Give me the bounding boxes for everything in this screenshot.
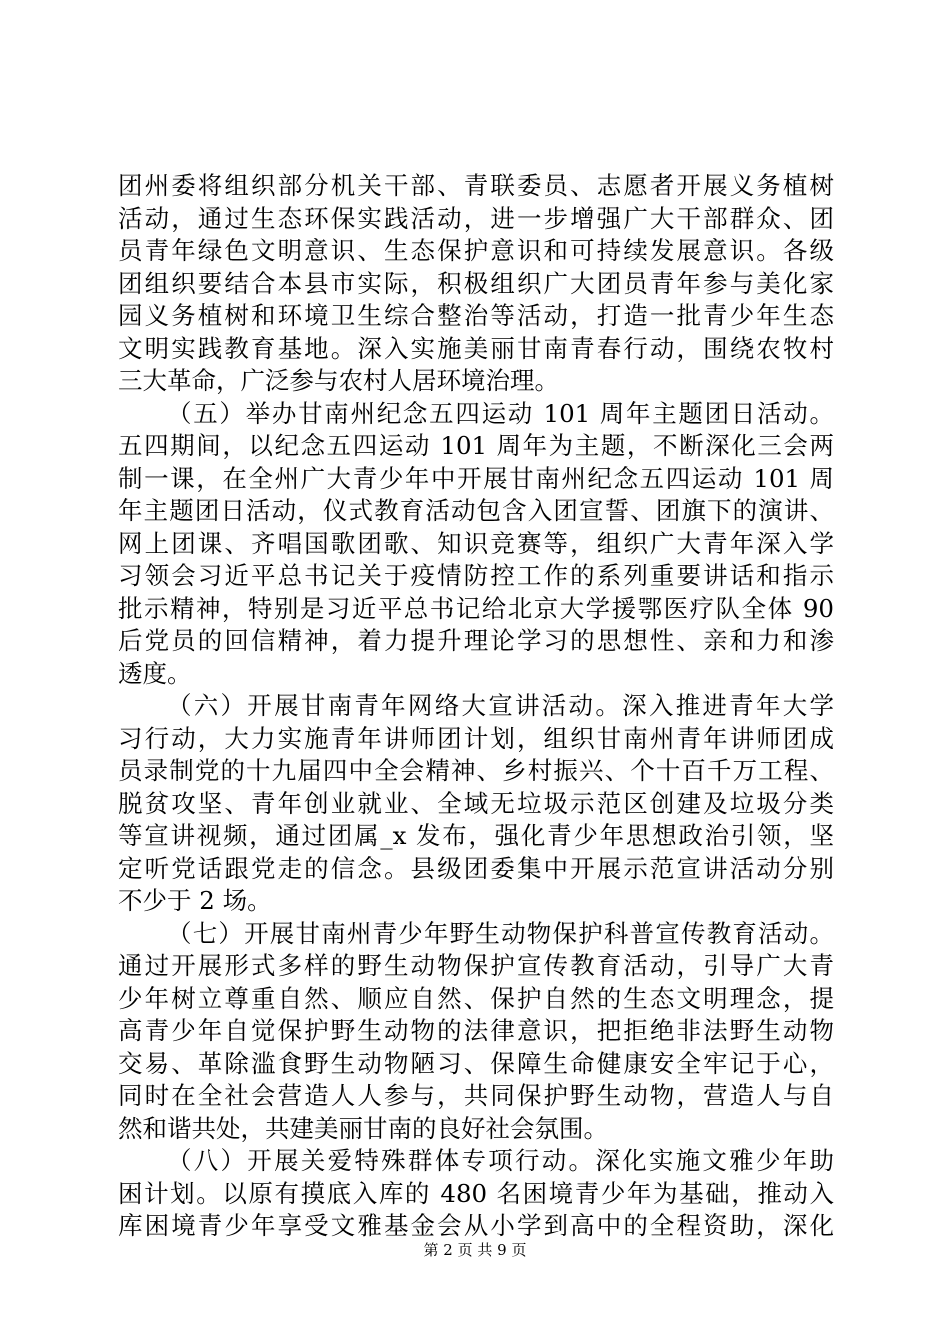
text-line: 团组织要结合本县市实际，积极组织广大团员青年参与美化家 <box>118 268 834 298</box>
text-line: 同时在全社会营造人人参与，共同保护野生动物，营造人与自 <box>118 1081 834 1110</box>
document-body <box>118 170 834 1243</box>
paragraph-5-section-8 <box>118 1145 834 1243</box>
text-line: 交易、革除滥食野生动物陋习、保障生命健康安全牢记于心， <box>118 1048 834 1078</box>
text-line: 活动，通过生态环保实践活动，进一步增强广大干部群众、团 <box>118 203 834 233</box>
paragraph-3-section-6 <box>118 690 834 918</box>
text-line: 年主题团日活动，仪式教育活动包含入团宣誓、团旗下的演讲、 <box>118 496 834 525</box>
text-line: 批示精神，特别是习近平总书记给北京大学援鄂医疗队全体 90 <box>118 593 834 623</box>
text-line: 少年树立尊重自然、顺应自然、保护自然的生态文明理念，提 <box>118 983 834 1013</box>
text-line: 定听党话跟党走的信念。县级团委集中开展示范宣讲活动分别 <box>118 853 834 883</box>
text-line: 五四期间，以纪念五四运动 101 周年为主题，不断深化三会两 <box>118 431 834 460</box>
text-line: 员录制党的十九届四中全会精神、乡村振兴、个十百千万工程、 <box>118 756 834 785</box>
text-line: 然和谐共处，共建美丽甘南的良好社会氛围。 <box>118 1113 608 1143</box>
text-line: 制一课，在全州广大青少年中开展甘南州纪念五四运动 101 周 <box>118 463 834 493</box>
text-line: 文明实践教育基地。深入实施美丽甘南青春行动，围绕农牧村 <box>118 333 834 363</box>
section-heading-line: （六）开展甘南青年网络大宣讲活动。深入推进青年大学 <box>167 691 834 720</box>
text-line: 团州委将组织部分机关干部、青联委员、志愿者开展义务植树 <box>118 171 834 200</box>
text-line: 等宣讲视频，通过团属_x 发布，强化青少年思想政治引领，坚 <box>118 821 834 850</box>
text-line: 后党员的回信精神，着力提升理论学习的思想性、亲和力和渗 <box>118 626 834 655</box>
text-line: 三大革命，广泛参与农村人居环境治理。 <box>118 366 559 395</box>
text-line: 员青年绿色文明意识、生态保护意识和可持续发展意识。各级 <box>118 236 834 265</box>
section-heading-line: （八）开展关爱特殊群体专项行动。深化实施文雅少年助 <box>167 1146 834 1175</box>
page-number-label: 第 2 页 共 9 页 <box>423 1241 527 1259</box>
page-footer <box>0 1240 950 1260</box>
text-line: 高青少年自觉保护野生动物的法律意识，把拒绝非法野生动物 <box>118 1016 834 1045</box>
text-line: 不少于 2 场。 <box>118 886 272 915</box>
paragraph-1 <box>118 170 834 398</box>
text-line: 网上团课、齐唱国歌团歌、知识竞赛等，组织广大青年深入学 <box>118 528 834 558</box>
section-heading-line: （五）举办甘南州纪念五四运动 101 周年主题团日活动。 <box>167 398 834 428</box>
text-line: 习行动，大力实施青年讲师团计划，组织甘南州青年讲师团成 <box>118 723 834 753</box>
paragraph-2-section-5 <box>118 398 834 691</box>
text-line: 透度。 <box>118 658 192 688</box>
section-heading-line: （七）开展甘南州青少年野生动物保护科普宣传教育活动。 <box>167 918 834 948</box>
paragraph-4-section-7 <box>118 918 834 1146</box>
text-line: 园义务植树和环境卫生综合整治等活动，打造一批青少年生态 <box>118 301 834 330</box>
text-line: 通过开展形式多样的野生动物保护宣传教育活动，引导广大青 <box>118 951 834 980</box>
text-line: 困计划。以原有摸底入库的 480 名困境青少年为基础，推动入 <box>118 1178 834 1208</box>
text-line: 脱贫攻坚、青年创业就业、全域无垃圾示范区创建及垃圾分类 <box>118 788 834 818</box>
text-line: 库困境青少年享受文雅基金会从小学到高中的全程资助，深化 <box>118 1211 834 1240</box>
text-line: 习领会习近平总书记关于疫情防控工作的系列重要讲话和指示 <box>118 561 834 590</box>
